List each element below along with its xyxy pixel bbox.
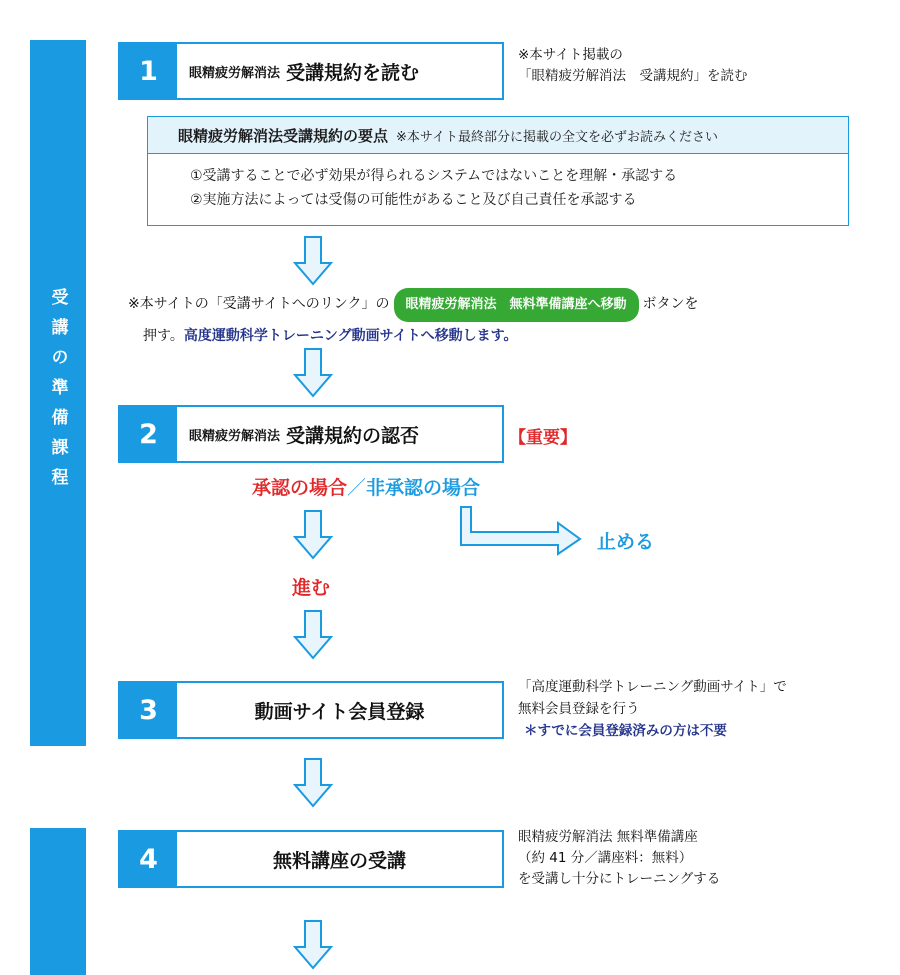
free-course-button[interactable]: 眼精疲労解消法 無料準備講座へ移動 xyxy=(394,288,639,322)
sidebar-label: 受講の準備課程 xyxy=(47,288,68,498)
link-note-line-1 xyxy=(128,288,699,322)
step-3-title: 動画サイト会員登録 xyxy=(254,700,425,723)
step-1-note-line: 「眼精疲労解消法 受講規約」を読む xyxy=(518,68,748,84)
key-points-subtitle: ※本サイト最終部分に掲載の全文を必ずお読みください xyxy=(396,129,718,145)
step-2-number: 2 xyxy=(120,407,177,461)
step-4-box xyxy=(118,830,504,888)
step-4-title: 無料講座の受講 xyxy=(272,849,406,872)
link-note-highlight: 高度運動科学トレーニング動画サイトへ移動します。 xyxy=(183,328,518,344)
step-4-number: 4 xyxy=(120,832,177,886)
step-3-box xyxy=(118,681,504,739)
step-1-note xyxy=(518,45,748,87)
step-3-number: 3 xyxy=(120,683,177,737)
key-points-box xyxy=(147,116,849,226)
key-points-title: 眼精疲労解消法受講規約の要点 xyxy=(178,126,389,145)
key-point-item: ①受講することで必ず効果が得られるシステムではないことを理解・承認する xyxy=(190,168,678,184)
step-1-title xyxy=(177,44,502,98)
reject-label: 非承認の場合 xyxy=(366,477,481,499)
step-1-number: 1 xyxy=(120,44,177,98)
step-3-note-line: 「高度運動科学トレーニング動画サイト」で xyxy=(518,679,787,695)
step-1-note-line: ※本サイト掲載の xyxy=(518,47,623,63)
link-note-line2-pre: 押す。 xyxy=(143,328,184,344)
decision-separator: ／ xyxy=(347,477,367,499)
step-4-note-line: を受講し十分にトレーニングする xyxy=(518,871,721,887)
step-2-box xyxy=(118,405,504,463)
link-note-line-2 xyxy=(128,322,699,350)
key-points-list xyxy=(148,154,848,212)
step-4-note xyxy=(518,827,720,890)
key-point-item: ②実施方法によっては受傷の可能性があること及び自己責任を承認する xyxy=(190,192,637,208)
step-3-note xyxy=(518,676,787,742)
step-2-title xyxy=(177,407,502,461)
step-3-note-highlight: ＊すでに会員登録済みの方は不要 xyxy=(524,723,727,739)
decision-row xyxy=(252,473,480,500)
down-arrow-icon xyxy=(293,610,333,660)
down-arrow-icon xyxy=(293,920,333,970)
link-note-pre: ※本サイトの「受講サイトへのリンク」の xyxy=(128,296,390,312)
step-1-title-big: 受講規約を読む xyxy=(286,61,420,84)
down-arrow-icon xyxy=(293,348,333,398)
step-3-note-line: 無料会員登録を行う xyxy=(518,701,640,717)
important-badge: 【重要】 xyxy=(509,428,577,448)
key-points-header xyxy=(148,117,848,154)
approve-label: 承認の場合 xyxy=(252,477,348,499)
step-4-note-line: （約 41 分／講座料：無料） xyxy=(518,850,693,866)
step-2-title-big: 受講規約の認否 xyxy=(286,424,420,447)
step-1-title-small: 眼精疲労解消法 xyxy=(189,65,281,81)
stop-label: 止める xyxy=(597,531,655,553)
link-note xyxy=(128,288,699,350)
sidebar-course xyxy=(30,828,86,975)
down-arrow-icon xyxy=(293,758,333,808)
step-2-title-small: 眼精疲労解消法 xyxy=(189,428,281,444)
step-4-note-line: 眼精疲労解消法 無料準備講座 xyxy=(518,829,698,845)
down-arrow-icon xyxy=(293,236,333,286)
proceed-label: 進む xyxy=(292,577,331,599)
bent-right-arrow-icon xyxy=(458,506,588,556)
down-arrow-icon xyxy=(293,510,333,560)
sidebar-preparation xyxy=(30,40,86,746)
step-1-box xyxy=(118,42,504,100)
link-note-post: ボタンを xyxy=(642,296,699,312)
